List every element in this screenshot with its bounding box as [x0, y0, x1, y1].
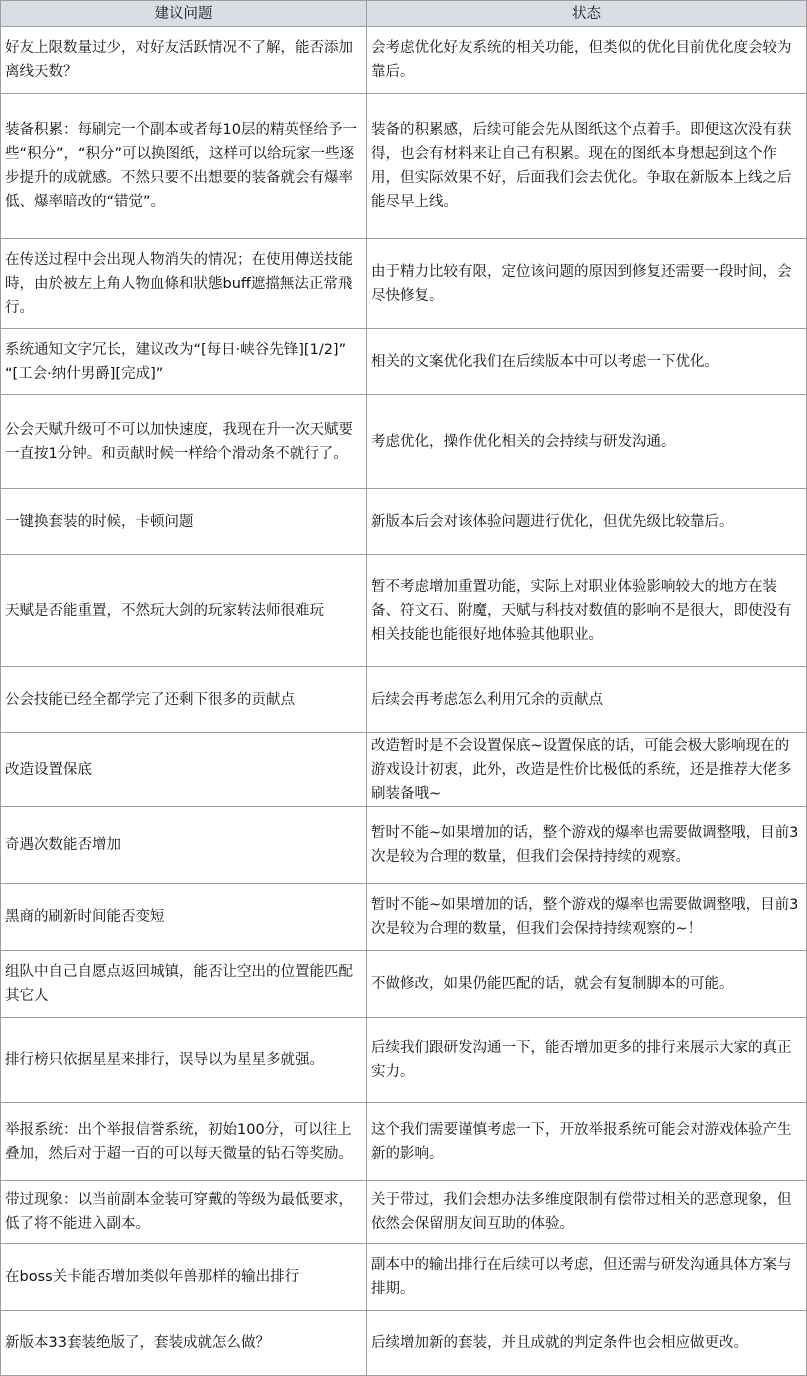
- status-cell: 新版本后会对该体验问题进行优化，但优先级比较靠后。: [367, 489, 807, 555]
- status-cell: 考虑优化，操作优化相关的会持续与研发沟通。: [367, 395, 807, 489]
- table-row: [1, 1244, 807, 1311]
- suggestion-cell: 好友上限数量过少，对好友活跃情况不了解，能否添加离线天数？: [1, 27, 367, 94]
- suggestion-cell: 黑商的刷新时间能否变短: [1, 884, 367, 951]
- suggestion-cell: 组队中自己自愿点返回城镇，能否让空出的位置能匹配其它人: [1, 951, 367, 1018]
- status-cell: 这个我们需要谨慎考虑一下，开放举报系统可能会对游戏体验产生新的影响。: [367, 1103, 807, 1181]
- table-row: [1, 1181, 807, 1244]
- status-cell: 暂时不能~如果增加的话，整个游戏的爆率也需要做调整哦，目前3次是较为合理的数量，但我们会保持持续观察的~！: [367, 884, 807, 951]
- table-row: [1, 94, 807, 239]
- table-row: [1, 807, 807, 884]
- suggestion-cell: 举报系统：出个举报信誉系统，初始100分，可以往上叠加，然后对于超一百的可以每天微量的钻石等奖励。: [1, 1103, 367, 1181]
- status-cell: 不做修改，如果仍能匹配的话，就会有复制脚本的可能。: [367, 951, 807, 1018]
- suggestion-cell: 排行榜只依据星星来排行，误导以为星星多就强。: [1, 1018, 367, 1103]
- status-cell: 暂时不能~如果增加的话，整个游戏的爆率也需要做调整哦，目前3次是较为合理的数量，但我们会保持持续的观察。: [367, 807, 807, 884]
- table-row: [1, 884, 807, 951]
- status-cell: 暂不考虑增加重置功能，实际上对职业体验影响较大的地方在装备、符文石、附魔，天赋与科技对数值的影响不是很大，即使没有相关技能也能很好地体验其他职业。: [367, 555, 807, 667]
- suggestion-cell: 在传送过程中会出现人物消失的情况；在使用傳送技能時，由於被左上角人物血條和狀態buff遮擋無法正常飛行。: [1, 239, 367, 329]
- status-cell: 相关的文案优化我们在后续版本中可以考虑一下优化。: [367, 329, 807, 395]
- status-cell: 由于精力比较有限，定位该问题的原因到修复还需要一段时间，会尽快修复。: [367, 239, 807, 329]
- table-row: [1, 27, 807, 94]
- suggestion-cell: 新版本33套装绝版了，套装成就怎么做？: [1, 1311, 367, 1376]
- suggestion-cell: 奇遇次数能否增加: [1, 807, 367, 884]
- status-cell: 改造暂时是不会设置保底~设置保底的话，可能会极大影响现在的游戏设计初衷，此外，改造是性价比极低的系统，还是推荐大佬多刷装备哦~: [367, 733, 807, 807]
- status-cell: 后续会再考虑怎么利用冗余的贡献点: [367, 667, 807, 733]
- status-cell: 关于带过，我们会想办法多维度限制有偿带过相关的恶意现象，但依然会保留朋友间互助的体验。: [367, 1181, 807, 1244]
- suggestion-cell: 一键换套装的时候，卡顿问题: [1, 489, 367, 555]
- table-row: [1, 239, 807, 329]
- header-row: [1, 1, 807, 27]
- table-row: [1, 1018, 807, 1103]
- status-cell: 副本中的输出排行在后续可以考虑，但还需与研发沟通具体方案与排期。: [367, 1244, 807, 1311]
- table-row: [1, 555, 807, 667]
- header-suggestion: 建议问题: [1, 1, 367, 27]
- suggestion-cell: 系统通知文字冗长，建议改为“[每日·峡谷先锋][1/2]” “[工会·纳什男爵][完成]”: [1, 329, 367, 395]
- table-row: [1, 1103, 807, 1181]
- table-row: [1, 329, 807, 395]
- suggestion-cell: 公会天赋升级可不可以加快速度，我现在升一次天赋要一直按1分钟。和贡献时候一样给个滑动条不就行了。: [1, 395, 367, 489]
- table-row: [1, 395, 807, 489]
- suggestion-cell: 天赋是否能重置，不然玩大剑的玩家转法师很难玩: [1, 555, 367, 667]
- header-status: 状态: [367, 1, 807, 27]
- status-cell: 会考虑优化好友系统的相关功能，但类似的优化目前优化度会较为靠后。: [367, 27, 807, 94]
- suggestion-cell: 改造设置保底: [1, 733, 367, 807]
- table-row: [1, 951, 807, 1018]
- status-cell: 装备的积累感，后续可能会先从图纸这个点着手。即便这次没有获得，也会有材料来让自己有积累。现在的图纸本身想起到这个作用，但实际效果不好，后面我们会去优化。争取在新版本上线之后能尽早上线。: [367, 94, 807, 239]
- suggestion-cell: 带过现象：以当前副本金装可穿戴的等级为最低要求，低了将不能进入副本。: [1, 1181, 367, 1244]
- status-cell: 后续我们跟研发沟通一下，能否增加更多的排行来展示大家的真正实力。: [367, 1018, 807, 1103]
- table-row: [1, 1311, 807, 1376]
- suggestion-cell: 公会技能已经全都学完了还剩下很多的贡献点: [1, 667, 367, 733]
- table-row: [1, 489, 807, 555]
- suggestion-cell: 在boss关卡能否增加类似年兽那样的输出排行: [1, 1244, 367, 1311]
- table-row: [1, 733, 807, 807]
- table-row: [1, 667, 807, 733]
- status-cell: 后续增加新的套装，并且成就的判定条件也会相应做更改。: [367, 1311, 807, 1376]
- suggestion-cell: 装备积累：每刷完一个副本或者每10层的精英怪给予一些“积分”，“积分”可以换图纸，这样可以给玩家一些逐步提升的成就感。不然只要不出想要的装备就会有爆率低、爆率暗改的“错觉”。: [1, 94, 367, 239]
